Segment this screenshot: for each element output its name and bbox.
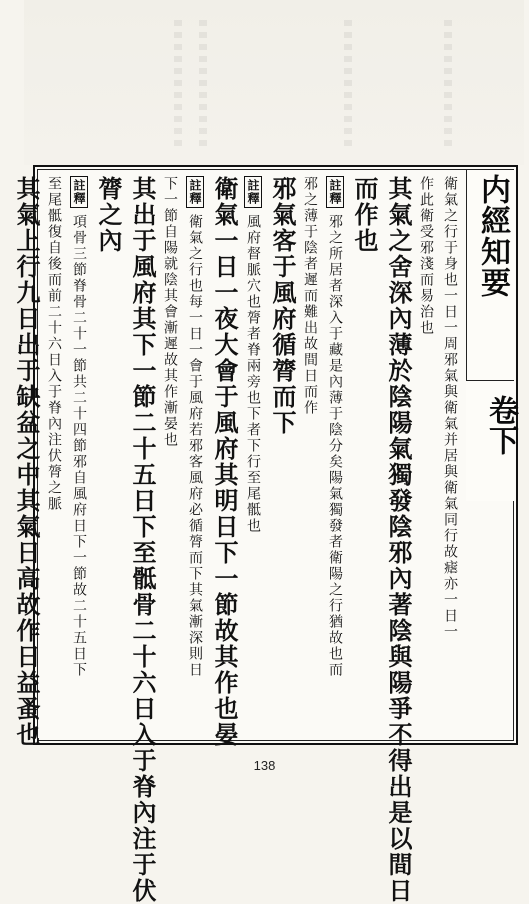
main-text-column [384, 176, 412, 904]
annotation-text-column [46, 176, 62, 512]
annotation-text-column [442, 176, 458, 640]
column-text: 下一節自陽就陰其會漸遲故其作漸晏也 [162, 176, 178, 448]
column-text: 邪之薄于陰者遲而難出故間日而作 [302, 176, 318, 416]
column-text: 衛氣一日一夜大會于風府其明日下一節故其作也晏 [210, 176, 239, 748]
annotation-tag: 註釋 [326, 176, 344, 208]
annotation-text-column [418, 176, 434, 336]
main-text-column [12, 176, 40, 748]
annotation-tag: 註釋 [70, 176, 88, 208]
main-text-column [350, 176, 378, 254]
column-text: 邪氣客于風府循膂而下 [268, 176, 297, 436]
column-text: 其出于風府其下一節二十五日下至骶骨二十六日入于脊內注于伏 [128, 176, 157, 904]
column-text: 膂之內 [94, 176, 123, 254]
annotation-text-column [244, 176, 262, 534]
bleed-text-column [444, 20, 452, 150]
column-text: 其氣上行九日出于缺盆之中其氣日高故作日益蚤也 [12, 176, 41, 748]
column-text: 至尾骶復自後而前二十六日入于脊內注伏膂之脈 [46, 176, 62, 512]
annotation-text-column [70, 176, 88, 678]
column-text: 作此衛受邪淺而易治也 [418, 176, 434, 336]
column-text: 衛氣之行也每一日一會于風府若邪客風府必循膂而下其氣漸深則日 [187, 214, 203, 678]
book-title: 内經知要 [475, 174, 510, 298]
annotation-tag: 註釋 [244, 176, 262, 208]
main-text-column [268, 176, 296, 436]
annotation-text-column [162, 176, 178, 448]
facing-page-bleed [24, 0, 524, 165]
column-text: 邪之所居者深入于藏是內薄于陰分矣陽氣獨發者衛陽之行猶故也而 [327, 214, 343, 678]
main-text-column [128, 176, 156, 904]
column-text: 風府督脈穴也膂者脊兩旁也下者下行至尾骶也 [245, 214, 261, 534]
annotation-text-column [326, 176, 344, 678]
main-text-column [94, 176, 122, 254]
column-text: 衛氣之行于身也一日一周邪氣與衛氣并居與衛氣同行故瘧亦一日一 [442, 176, 458, 640]
column-text: 項骨三節脊骨二十一節共二十四節邪自風府日下一節故二十五日下 [71, 214, 87, 678]
annotation-tag: 註釋 [186, 176, 204, 208]
volume-label: 卷下 [483, 395, 518, 455]
main-text-column [210, 176, 238, 748]
bleed-text-column [344, 20, 352, 150]
bleed-text-column [174, 20, 182, 150]
bleed-text-column [199, 20, 207, 150]
annotation-text-column [302, 176, 318, 416]
column-text: 而作也 [350, 176, 379, 254]
column-text: 其氣之舍深內薄於陰陽氣獨發陰邪內著陰與陽爭不得出是以間日 [384, 176, 413, 904]
page-number: 138 [253, 758, 276, 773]
annotation-text-column [186, 176, 204, 678]
